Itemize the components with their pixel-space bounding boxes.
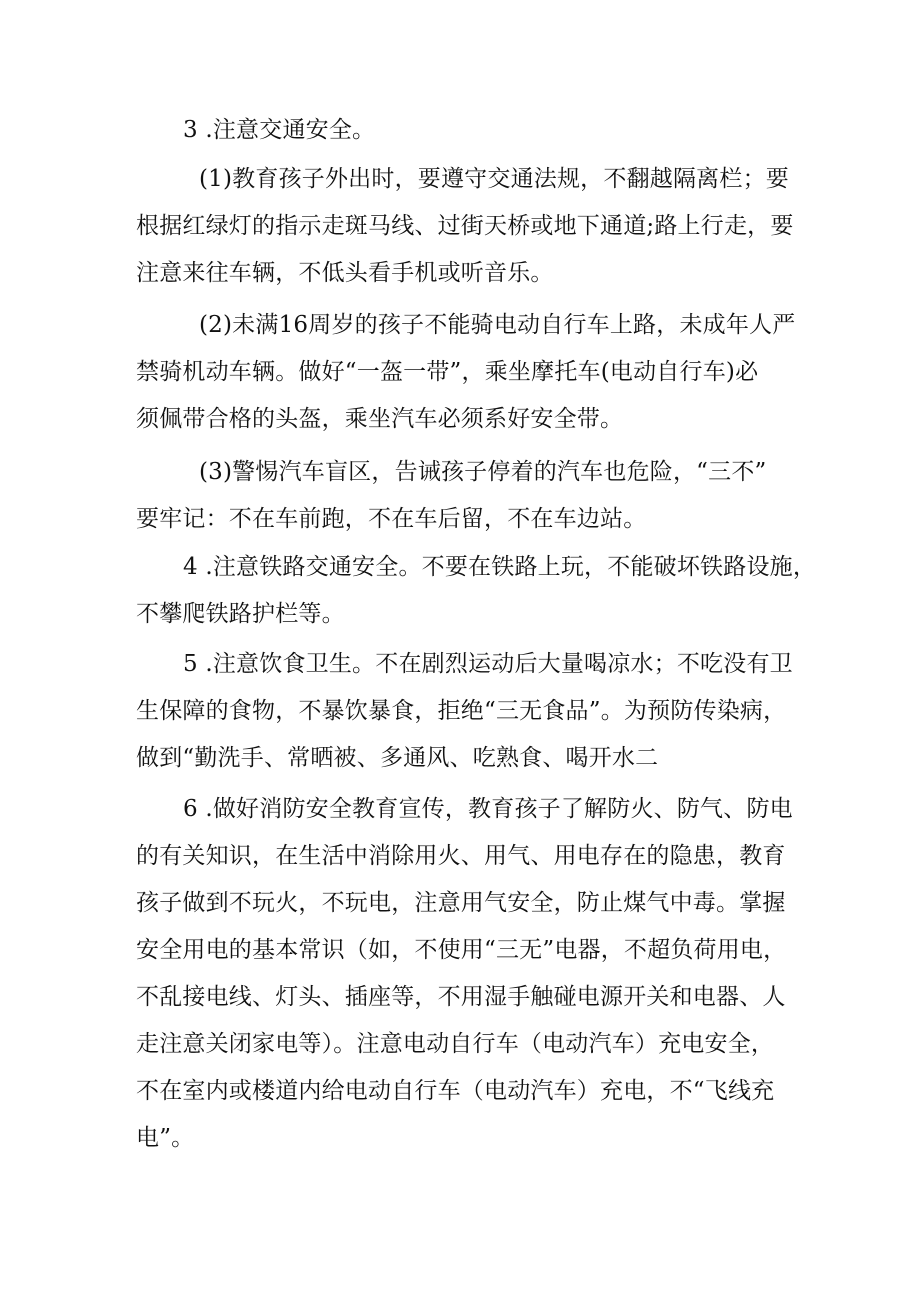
- paragraph-line: 不乱接电线、灯头、插座等，不用湿手触碰电源开关和电器、人: [136, 984, 786, 1010]
- paragraph-line: (1)教育孩子外出时，要遵守交通法规，不翻越隔离栏；要: [199, 166, 789, 192]
- section-3-item-1-paragraph: [136, 156, 796, 297]
- section-3-item-3-paragraph: [136, 449, 796, 543]
- paragraph-line: 不在室内或楼道内给电动自行车（电动汽车）充电，不“飞线充: [136, 1078, 775, 1104]
- paragraph-line: 注意来往车辆，不低头看手机或听音乐。: [136, 260, 554, 286]
- paragraph-line: (3)警惕汽车盲区，告诫孩子停着的汽车也危险，“三不”: [199, 459, 767, 485]
- paragraph-line: 不攀爬铁路护栏等。: [136, 601, 345, 627]
- section-4-paragraph: [136, 544, 817, 638]
- paragraph-line: 禁骑机动车辆。做好“一盔一带”，乘坐摩托车(电动自行车)必: [136, 359, 759, 385]
- paragraph-line: 根据红绿灯的指示走斑马线、过街天桥或地下通道;路上行走，要: [136, 213, 794, 239]
- section-3-paragraph: [136, 107, 796, 154]
- paragraph-line: 电”。: [136, 1125, 195, 1151]
- paragraph-line: 生保障的食物，不暴饮暴食，拒绝“三无食品”。为预防传染病，: [136, 698, 787, 724]
- paragraph-line: 6 .做好消防安全教育宣传，教育孩子了解防火、防气、防电: [183, 796, 793, 822]
- paragraph-line: 5 .注意饮食卫生。不在剧烈运动后大量喝凉水；不吃没有卫: [183, 651, 793, 677]
- paragraph-line: 3 .注意交通安全。: [183, 117, 376, 143]
- paragraph-line: (2)未满16周岁的孩子不能骑电动自行车上路，未成年人严: [199, 312, 796, 338]
- paragraph-line: 要牢记：不在车前跑，不在车后留，不在车边站。: [136, 506, 647, 532]
- section-3-item-2-paragraph: [136, 302, 796, 443]
- paragraph-line: 孩子做到不玩火，不玩电，注意用气安全，防止煤气中毒。掌握: [136, 890, 786, 916]
- paragraph-line: 4 .注意铁路交通安全。不要在铁路上玩，不能破坏铁路设施，: [183, 554, 817, 580]
- paragraph-line: 安全用电的基本常识（如，不使用“三无”电器，不超负荷用电，: [136, 937, 787, 963]
- section-6-paragraph: [136, 786, 796, 1162]
- paragraph-line: 须佩带合格的头盔，乘坐汽车必须系好安全带。: [136, 406, 624, 432]
- section-5-paragraph: [136, 641, 796, 782]
- paragraph-line: 走注意关闭家电等）。注意电动自行车（电动汽车）充电安全，: [136, 1031, 775, 1057]
- paragraph-line: 的有关知识，在生活中消除用火、用气、用电存在的隐患，教育: [136, 843, 786, 869]
- paragraph-line: 做到“勤洗手、常晒被、多通风、吃熟食、喝开水二: [136, 745, 659, 771]
